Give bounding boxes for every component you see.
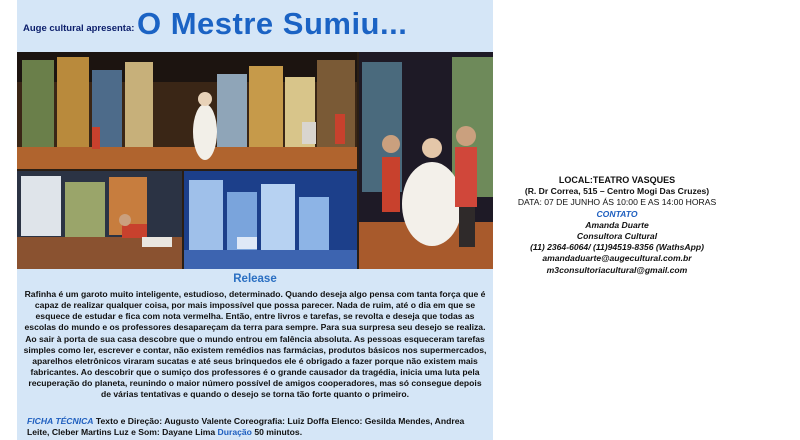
release-paragraph: Rafinha é um garoto muito inteligente, estudioso, determinado. Quando deseja algo pensa com tanta força que é capaz de realizar qualquer coisa, por mais impossível que possa parecer. Nada de ruim, até o dia em que se esquece de estudar e fica com nota vermelha. Então, entre livros e tarefas, se revolta e deseja que todas as escolas do mundo e os professores desapareçam da terra para sempre. Para sua surpresa seu desejo se realiza. Ao sair à porta de sua casa descobre que o mundo entrou em falência absoluta. As pessoas esqueceram tarefas simples como ler, escrever e contar, não existem remédios nas farmácias, produtos básicos nos supermercados, aparelhos eletrônicos viraram sucatas e até seus brinquedos ele é obrigado a fazer porque não existem mais fabricantes. Ao descobrir que o sumiço dos professores é o grande causador da tragédia, inicia uma luta pela recuperação do planeta, reunindo o maior número possível de amigos cooperadores, mas só consegue depois de várias tentativas e quando o desejo se torna tão forte quanto o primeiro. xyxy=(23,289,487,400)
presenter-text: Auge cultural apresenta: xyxy=(23,23,135,34)
contact-label: CONTATO xyxy=(596,208,638,219)
address-line: (R. Dr Correa, 515 – Centro Mogi Das Cruzes) xyxy=(524,186,710,197)
event-flyer xyxy=(17,0,493,440)
location-line: LOCAL:TEATRO VASQUES xyxy=(558,175,676,185)
duration-label: Duração xyxy=(217,426,252,437)
contact-email-1: amandaduarte@augecultural.com.br xyxy=(542,253,692,264)
contact-role: Consultora Cultural xyxy=(576,231,658,242)
stage-photo-3 xyxy=(17,171,182,269)
duration-value: 50 minutos. xyxy=(254,426,303,437)
contact-email-2: m3consultoriacultural@gmail.com xyxy=(546,264,688,275)
ficha-label: FICHA TÉCNICA xyxy=(27,416,94,426)
date-line: DATA: 07 DE JUNHO ÁS 10:00 E AS 14:00 HORAS xyxy=(517,197,717,208)
stage-photo-1 xyxy=(17,52,357,169)
event-info-block xyxy=(512,175,722,280)
ficha-tecnica xyxy=(23,416,487,437)
ficha-text: Texto e Direção: Augusto Valente Coreografia: Luiz Doffa Elenco: Gesilda Mendes, Andrea Leite, Cleber Martins Luz e Som: Dayane Lima xyxy=(27,416,465,437)
contact-phones: (11) 2364-6064/ (11)94519-8356 (WathsApp) xyxy=(530,242,704,253)
release-heading: Release xyxy=(233,273,277,285)
stage-photo-4 xyxy=(184,171,357,269)
flyer-header xyxy=(17,0,493,50)
photo-collage xyxy=(17,52,493,269)
contact-name: Amanda Duarte xyxy=(585,219,649,230)
stage-photos xyxy=(17,52,493,269)
play-title: O Mestre Sumiu... xyxy=(137,6,408,41)
stage-photo-2 xyxy=(359,52,493,269)
